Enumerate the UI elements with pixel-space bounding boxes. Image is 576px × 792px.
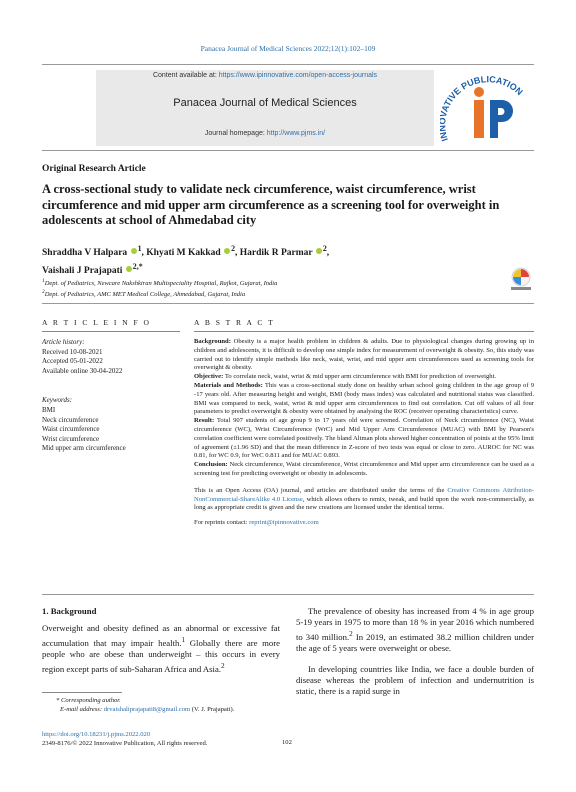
author-1-affil: 1 bbox=[137, 244, 142, 253]
author-4-affil: 2,* bbox=[132, 262, 143, 272]
keywords-label: Keywords: bbox=[42, 396, 73, 405]
section-heading: 1. Background bbox=[42, 606, 97, 616]
abstract-heading: A B S T R A C T bbox=[194, 318, 275, 327]
affiliation-2: $^2$Dept. of Pediatrics, AMC MET Medical College, Ahmedabad, Gujarat, India bbox=[42, 289, 246, 299]
corresponding-note: * Corresponding author. bbox=[56, 697, 121, 704]
email-note: E-mail address: drvaishaliprajapati8@gmail.com (V. J. Prajapati). bbox=[60, 706, 235, 713]
affiliations bbox=[42, 277, 482, 299]
crossmark-icon[interactable] bbox=[508, 266, 534, 292]
available-label: Content available at: bbox=[152, 72, 219, 79]
author-3: Hardik R Parmar bbox=[239, 248, 313, 259]
reprints-email-link[interactable]: reprint@ipinnovative.com bbox=[249, 519, 319, 527]
body-right-column bbox=[296, 606, 534, 698]
affiliation-1: $^1$Dept. of Pediatrics, Newcare Nakshkiran Multispeciality Hospital, Rajkot, Gujarat, India bbox=[42, 278, 278, 288]
header-top-rule bbox=[42, 64, 534, 65]
author-4: Vaishali J Prajapati bbox=[42, 266, 123, 277]
journal-name: Panacea Journal of Medical Sciences bbox=[173, 97, 357, 109]
keyword: Neck circumference bbox=[42, 415, 99, 424]
body-paragraph: The prevalence of obesity has increased from 4 % in age group 5-19 years in 1975 to more than 18 % in year 2016 which numbered to 340 million.$^2$ In 2019, an estimated 38.2 million children under the age of 5 years were overweight or obese. bbox=[296, 606, 535, 654]
abstract-conclusion: Conclusion: Neck circumference, Waist circumference, Wrist circumference and Mid upper arm circumference can be used as a screening test for predicting overweight or obesity in adolescents. bbox=[194, 461, 534, 477]
reprints-contact: For reprints contact: reprint@ipinnovative.com bbox=[194, 519, 319, 527]
abstract-result: Result: Total 907 students of age group 9 to 17 years old were screened. Correlation of Neck circumference (NC), Waist circumference (WC), Wrist Circumference (WrC) and Mid Upper Arm Circumference (MUAC) with BMI by Pearson's correlation coefficient were correlated positively. The bland Altman plots showed higher concentration of points at the 95% limit of agreement (±1.96 SD) and that the mean difference in Z-score of two tests was equal or close to zero. AUROC for NC was 0.81, for WC 0.9, for WrC 0.811 and for MUAC 0.893. bbox=[194, 417, 534, 460]
orcid-icon[interactable] bbox=[316, 248, 322, 254]
orcid-icon[interactable] bbox=[224, 248, 230, 254]
author-2: Khyati M Kakkad bbox=[146, 248, 221, 259]
homepage-label: Journal homepage: bbox=[204, 130, 267, 137]
author-email-link[interactable]: drvaishaliprajapati8@gmail.com bbox=[103, 706, 191, 713]
abstract-body bbox=[194, 338, 534, 528]
affil-rule bbox=[42, 303, 534, 304]
body-left-column bbox=[42, 606, 280, 675]
author-2-affil: 2 bbox=[231, 244, 236, 253]
copyright: 2349-8176/© 2022 Innovative Publication, All rights reserved. bbox=[42, 740, 208, 747]
author-3-affil: 2 bbox=[322, 244, 327, 253]
keyword: Wrist circumference bbox=[42, 434, 100, 443]
license-link[interactable]: Creative Commons Attribution-NonCommercial-ShareAlike 4.0 License bbox=[194, 486, 534, 503]
abstract-background: Background: Obesity is a major health problem in children & adults. Due to physiological changes during growing up in children and adolescents, it is difficult to develop one simple index for measurement of overweight & obesity. So, this study was carried out to identify simple methods like neck, waist, wrist, and mid upper arm circumferences used as screening tools for overweight & obesity. bbox=[194, 338, 534, 372]
license-statement: This is an Open Access (OA) journal, and articles are distributed under the terms of the Creative Commons Attribution-NonCommercial-ShareAlike 4.0 License, which allows others to remix, tweak, and build upon the work non-commercially, as long as appropriate credit is given and the new creations are licensed under the identical terms. bbox=[194, 486, 534, 512]
article-info-heading: A R T I C L E I N F O bbox=[42, 318, 151, 327]
abstract-objective: Objective: To correlate neck, waist, wrist & mid upper arm circumference with BMI for prediction of overweight. bbox=[194, 373, 497, 381]
page-number: 102 bbox=[282, 739, 292, 746]
content-available bbox=[96, 72, 434, 79]
doi-link[interactable]: https://doi.org/10.18231/j.pjms.2022.020 bbox=[42, 731, 151, 738]
keyword: Mid upper arm circumference bbox=[42, 444, 126, 453]
body-paragraph: Overweight and obesity defined as an abnormal or excessive fat accumulation that may impair health.$^1$ Globally there are more people who are obese than underweight – this occurs in every region except parts of sub-Saharan Africa and Asia.$^2$ bbox=[42, 623, 280, 674]
abstract-methods: Materials and Methods: This was a cross-sectional study done on healthy urban school going children in the age group of 9 -17 years old. After measuring height and weight, BMI (body mass index) was calculated and nutritional status was classified. BMI was compared to neck, waist, wrist & mid upper arm circumferences to find out correlation. Cut off values of all four parameters to predict overweight & obesity were obtained by analysing the ROC (receiver operating characteristics) curve. bbox=[194, 381, 534, 416]
article-type: Original Research Article bbox=[42, 164, 146, 174]
innovative-publication-logo bbox=[440, 70, 536, 146]
received-date: Received 10-08-2021 bbox=[42, 347, 103, 356]
online-date: Available online 30-04-2022 bbox=[42, 366, 123, 375]
homepage-link[interactable]: http://www.pjms.in/ bbox=[266, 130, 326, 137]
article-info bbox=[42, 338, 180, 454]
keyword: Waist circumference bbox=[42, 425, 100, 434]
footnote-rule bbox=[42, 692, 122, 693]
available-link[interactable]: https://www.ipinnovative.com/open-access-journals bbox=[218, 72, 378, 79]
footer bbox=[42, 730, 207, 748]
info-rule bbox=[42, 331, 180, 332]
footnote bbox=[42, 696, 280, 714]
article-title: A cross-sectional study to validate neck circumference, waist circumference, wrist circumference and mid upper arm circumference as a screening tool for overweight in adolescents at school of Ahmedabad city bbox=[42, 182, 500, 227]
abstract-bottom-rule bbox=[42, 594, 534, 595]
author-list: Shraddha V Halpara $^1$, Khyati M Kakkad $^2$, Hardik R Parmar $^2$, Vaishali J Prajapati $^{2,*}$ bbox=[42, 244, 330, 277]
author-1: Shraddha V Halpara bbox=[42, 248, 128, 259]
svg-text:INNOVATIVE PUBLICATION: I ATIVE PUBLICATION bbox=[440, 74, 525, 143]
orcid-icon[interactable] bbox=[131, 248, 137, 254]
accepted-date: Accepted 05-01-2022 bbox=[42, 357, 103, 366]
keyword: BMI bbox=[42, 405, 56, 414]
header-bottom-rule bbox=[42, 150, 534, 151]
orcid-icon[interactable] bbox=[126, 266, 132, 272]
body-paragraph: In developing countries like India, we face a double burden of disease whereas the problem of infection and undernutrition is static, there is a rapid surge in bbox=[296, 663, 534, 697]
abstract-rule bbox=[194, 331, 534, 332]
journal-homepage bbox=[96, 130, 434, 137]
history-label: Article history: bbox=[42, 338, 85, 346]
running-head: Panacea Journal of Medical Sciences 2022;12(1):102–109 bbox=[200, 44, 376, 53]
